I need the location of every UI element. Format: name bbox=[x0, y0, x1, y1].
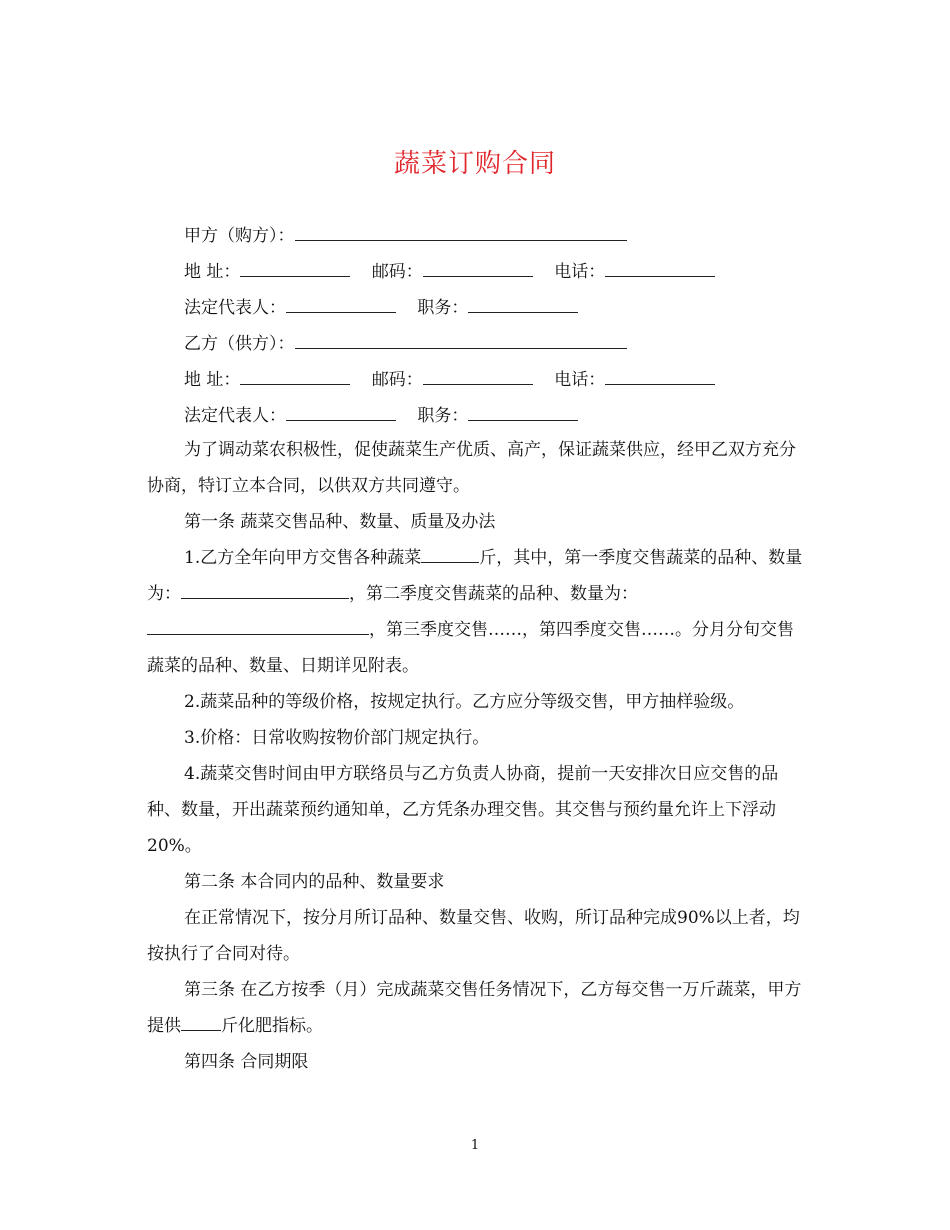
party-a-address-label: 地 址： bbox=[184, 262, 241, 282]
article2-body: 在正常情况下，按分月所订品种、数量交售、收购，所订品种完成90%以上者，均按执行了合同对待。 bbox=[147, 908, 800, 964]
party-a-postcode-label: 邮码： bbox=[371, 262, 423, 282]
party-a-postcode-blank bbox=[423, 258, 533, 277]
party-a-contact-line bbox=[184, 258, 715, 284]
article1-item1-text2: 斤，其中，第一季度交售蔬菜的品种、数量为： bbox=[147, 548, 803, 604]
article1-item4: 4.蔬菜交售时间由甲方联络员与乙方负责人协商，提前一天安排次日应交售的品种、数量，开出蔬菜预约通知单，乙方凭条办理交售。其交售与预约量允许上下浮动20%。 bbox=[147, 764, 779, 856]
total-quantity-blank bbox=[421, 544, 479, 563]
document-title: 蔬菜订购合同 bbox=[393, 149, 556, 179]
party-b-postcode-blank bbox=[423, 366, 533, 385]
article1-item2: 2.蔬菜品种的等级价格，按规定执行。乙方应分等级交售，甲方抽样验级。 bbox=[184, 692, 745, 712]
article1-item1-text3: ，第二季度交售蔬菜的品种、数量为： bbox=[349, 584, 638, 604]
q2-variety-blank bbox=[147, 616, 369, 635]
article1-heading: 第一条 蔬菜交售品种、数量、质量及办法 bbox=[184, 512, 496, 532]
party-a-phone-blank bbox=[605, 258, 715, 277]
party-b-position-label: 职务： bbox=[417, 406, 469, 426]
page-number: 1 bbox=[470, 1138, 480, 1153]
party-a-phone-label: 电话： bbox=[554, 262, 606, 282]
party-a-address-blank bbox=[240, 258, 350, 277]
party-b-rep-blank bbox=[286, 402, 396, 421]
party-b-address-blank bbox=[240, 366, 350, 385]
party-a-position-label: 职务： bbox=[417, 298, 469, 318]
party-b-address-label: 地 址： bbox=[184, 370, 241, 390]
q1-variety-blank bbox=[181, 580, 349, 599]
party-b-rep-line bbox=[184, 402, 578, 428]
article1-item1-text4: ，第三季度交售……，第四季度交售……。分月分旬交售蔬菜的品种、数量、日期详见附表。 bbox=[147, 620, 794, 676]
article2-heading: 第二条 本合同内的品种、数量要求 bbox=[184, 872, 445, 892]
party-b-position-blank bbox=[468, 402, 578, 421]
article3 bbox=[147, 972, 807, 1044]
article4-heading: 第四条 合同期限 bbox=[184, 1052, 309, 1072]
party-b-phone-label: 电话： bbox=[554, 370, 606, 390]
article1-item1 bbox=[147, 540, 807, 684]
preamble-paragraph: 为了调动菜农积极性，促使蔬菜生产优质、高产，保证蔬菜供应，经甲乙双方充分协商，特订立本合同，以供双方共同遵守。 bbox=[147, 440, 796, 496]
party-b-postcode-label: 邮码： bbox=[371, 370, 423, 390]
party-a-line bbox=[184, 222, 627, 248]
party-a-position-blank bbox=[468, 294, 578, 313]
party-b-rep-label: 法定代表人： bbox=[184, 406, 286, 426]
party-b-blank bbox=[295, 330, 627, 349]
party-a-rep-label: 法定代表人： bbox=[184, 298, 286, 318]
party-a-label: 甲方（购方）： bbox=[184, 226, 295, 246]
party-b-label: 乙方（供方）： bbox=[184, 334, 295, 354]
article1-item1-text1: 1.乙方全年向甲方交售各种蔬菜 bbox=[184, 548, 422, 568]
party-b-phone-blank bbox=[605, 366, 715, 385]
party-b-contact-line bbox=[184, 366, 715, 392]
party-a-blank bbox=[295, 222, 627, 241]
article3-text1: 第三条 在乙方按季（月）完成蔬菜交售任务情况下，乙方每交售一万斤蔬菜，甲方提供 bbox=[147, 980, 802, 1036]
party-b-line bbox=[184, 330, 627, 356]
article1-item3: 3.价格：日常收购按物价部门规定执行。 bbox=[184, 728, 490, 748]
party-a-rep-line bbox=[184, 294, 578, 320]
fertilizer-blank bbox=[181, 1012, 221, 1031]
article3-text2: 斤化肥指标。 bbox=[221, 1016, 323, 1036]
party-a-rep-blank bbox=[286, 294, 396, 313]
